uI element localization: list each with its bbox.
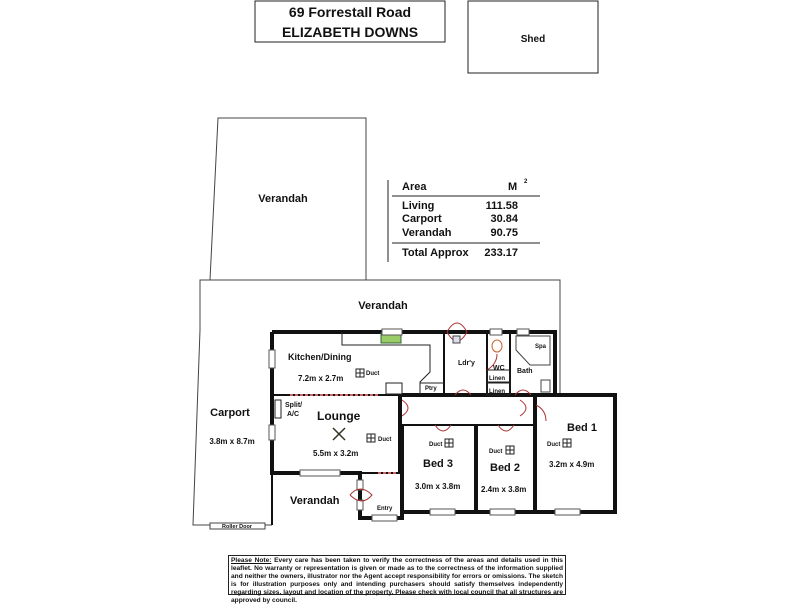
bed1-size: 3.2m x 4.9m	[549, 460, 595, 469]
split-ac-label: A/C	[287, 411, 300, 418]
linen-label: Linen	[489, 389, 505, 395]
carport-label: Carport	[210, 407, 250, 419]
lounge-duct: Duct	[378, 437, 392, 443]
verandah-front-label: Verandah	[290, 495, 340, 507]
area-row-label: Carport	[402, 213, 442, 225]
area-row-label: Verandah	[402, 227, 452, 239]
spa-label: Spa	[535, 344, 547, 350]
area-row-label: Living	[402, 200, 435, 212]
title-suburb: ELIZABETH DOWNS	[281, 24, 419, 40]
laundry-label: Ldr'y	[458, 360, 475, 367]
pantry-label: Ptry	[425, 386, 437, 392]
title-address: 69 Forrestall Road	[288, 4, 412, 20]
area-header: Area	[402, 181, 427, 193]
vanity-icon	[541, 380, 550, 392]
kitchen-label: Kitchen/Dining	[288, 352, 352, 362]
area-total-value: 233.17	[484, 247, 518, 259]
trough-icon	[453, 336, 460, 343]
toilet-icon	[492, 340, 502, 352]
entry-label: Entry	[377, 506, 393, 512]
bed3-size: 3.0m x 3.8m	[415, 482, 461, 491]
carport-size: 3.8m x 8.7m	[209, 437, 255, 446]
wc-label: WC	[493, 365, 505, 372]
verandah-rear-label: Verandah	[258, 193, 308, 205]
area-row-value: 30.84	[490, 213, 518, 225]
split-ac-label: Split/	[285, 402, 303, 409]
lounge-size: 5.5m x 3.2m	[313, 449, 359, 458]
area-row-value: 111.58	[485, 200, 518, 212]
note-text: Every care has been taken to verify the correctness of the areas and details used in this leaflet. No warranty or representation is given or made as to the correctness of the information supplied and neither the owners, illustrator nor the Agent accept responsibility for errors or omissions. The sketch is for illustration purposes only and intending purchasers should satisfy themselves independently regarding sizes, layout and location of the property. Please check with local council that all structures are approved by council.	[231, 557, 563, 604]
area-total-label: Total Approx	[402, 247, 469, 259]
bed1-duct: Duct	[547, 442, 561, 448]
area-unit-sup: 2	[524, 179, 528, 185]
shed-label: Shed	[520, 34, 546, 45]
lounge-label: Lounge	[317, 409, 361, 423]
verandah-mid-label: Verandah	[358, 300, 408, 312]
verandah-mid-outline	[200, 280, 560, 395]
ceiling-fan-icon	[333, 428, 345, 440]
spa-bath-icon	[516, 336, 550, 365]
bed3-label: Bed 3	[423, 458, 453, 470]
area-unit: M	[508, 181, 518, 193]
kitchen-duct: Duct	[366, 371, 380, 377]
split-ac-unit	[275, 400, 281, 418]
bath-label: Bath	[517, 368, 533, 375]
linen-label: Linen	[489, 376, 505, 382]
bed2-size: 2.4m x 3.8m	[481, 485, 527, 494]
roller-door-label: Roller Door	[222, 524, 252, 530]
area-row-value: 90.75	[490, 227, 518, 239]
carport-outline	[193, 330, 272, 525]
kitchen-size: 7.2m x 2.7m	[298, 374, 344, 383]
bed2-label: Bed 2	[490, 462, 520, 474]
disclaimer-note	[228, 555, 566, 604]
note-label: Please Note:	[231, 557, 272, 564]
bed2-duct: Duct	[489, 449, 503, 455]
bed3-duct: Duct	[429, 442, 443, 448]
bed1-label: Bed 1	[567, 422, 597, 434]
cooktop-icon	[386, 383, 402, 394]
